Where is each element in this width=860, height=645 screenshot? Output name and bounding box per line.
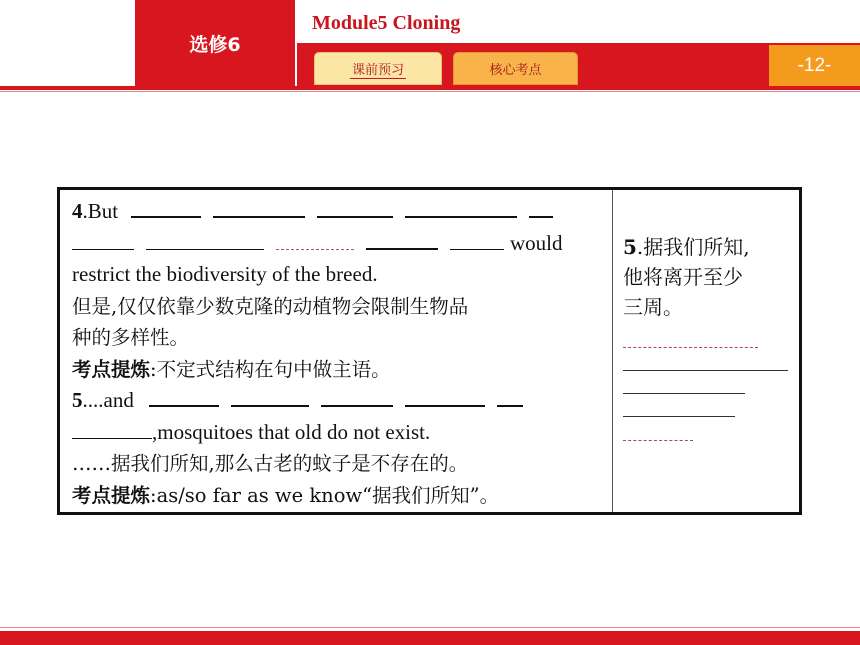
q5-line-1 <box>72 385 604 417</box>
footer-thin-line <box>0 627 860 628</box>
tab-preview-label: 课前预习 <box>350 59 406 79</box>
q4-end-text: would <box>510 230 563 255</box>
module-title: Module5 Cloning <box>312 12 461 34</box>
q4-number: 4 <box>72 199 83 223</box>
q5-tip-text: :as/so far as we know“据我们所知”。 <box>150 483 500 507</box>
page-number: -12- <box>769 45 860 86</box>
q5-blank-2[interactable] <box>231 391 309 407</box>
q5-blank-4[interactable] <box>405 391 485 407</box>
q4-line-2 <box>72 228 604 260</box>
side-blank-2[interactable] <box>623 370 788 371</box>
q5-blank-6[interactable] <box>72 424 152 439</box>
q5-blank-5[interactable] <box>497 391 523 407</box>
q4-blank-2[interactable] <box>213 202 305 218</box>
q5-line-2 <box>72 417 604 449</box>
side-blank-3[interactable] <box>623 393 745 394</box>
side-line-1 <box>623 232 791 262</box>
q4-translation-2: 种的多样性。 <box>72 326 190 349</box>
q4-blank-6[interactable] <box>72 235 134 250</box>
header-left-strip <box>0 0 135 86</box>
tab-core-points[interactable] <box>453 52 578 85</box>
q4-blank-8[interactable] <box>276 235 354 250</box>
side-blank-5[interactable] <box>623 439 693 441</box>
q4-blank-5[interactable] <box>529 202 553 218</box>
q4-tip <box>72 354 604 386</box>
header-bottom-line <box>0 86 860 90</box>
q5-tip-label: 考点提炼 <box>72 483 151 507</box>
tab-preview[interactable] <box>314 52 442 85</box>
q4-line-1 <box>72 196 604 228</box>
exercise-left-column <box>60 190 613 512</box>
q5-blank-1[interactable] <box>149 391 219 407</box>
q5-number: 5 <box>72 388 83 412</box>
exercise-table <box>57 187 802 515</box>
side-blank-4[interactable] <box>623 416 735 417</box>
q5-tip <box>72 480 604 512</box>
side-line-1-text: .据我们所知, <box>636 235 750 259</box>
q4-blank-4[interactable] <box>405 202 517 218</box>
q4-tip-text: :不定式结构在句中做主语。 <box>150 357 391 381</box>
q5-blank-3[interactable] <box>321 391 393 407</box>
q4-blank-10[interactable] <box>450 235 504 250</box>
q4-translation-1: 但是,仅仅依靠少数克隆的动植物会限制生物品 <box>72 294 469 318</box>
side-blank-1[interactable] <box>623 346 758 348</box>
q4-blank-9[interactable] <box>366 234 438 250</box>
q4-lead: .But <box>82 199 119 223</box>
side-line-2: 他将离开至少 <box>623 265 743 289</box>
header-bottom-thin-line <box>0 91 860 92</box>
q5-lead: ....and <box>82 388 134 412</box>
book-label: 选修6 <box>189 33 241 56</box>
q4-blank-3[interactable] <box>317 202 393 218</box>
exercise-right-column <box>613 190 799 512</box>
side-line-3: 三周。 <box>623 295 683 319</box>
q5-line-2-text: ,mosquitoes that old do not exist. <box>152 419 431 444</box>
q4-blank-1[interactable] <box>131 202 201 218</box>
q4-line-3: restrict the biodiversity of the breed. <box>72 262 378 286</box>
footer-bar <box>0 631 860 645</box>
tab-core-points-label: 核心考点 <box>489 63 542 78</box>
q4-tip-label: 考点提炼 <box>72 357 151 381</box>
q4-blank-7[interactable] <box>146 235 264 250</box>
q5-translation: ……据我们所知,那么古老的蚊子是不存在的。 <box>72 452 469 475</box>
side-number: 5 <box>623 235 637 259</box>
book-label-block <box>135 0 295 86</box>
